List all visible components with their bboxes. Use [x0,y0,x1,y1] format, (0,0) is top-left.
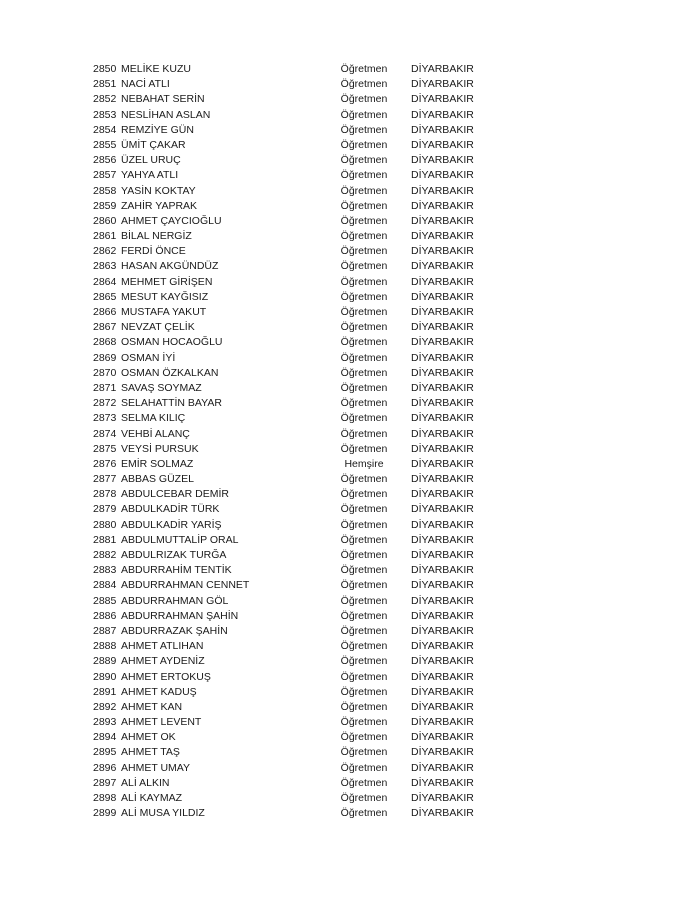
person-name: ÜMİT ÇAKAR [121,138,186,151]
occupation: Öğretmen [340,184,388,197]
row-number: 2880 [93,518,117,531]
city: DİYARBAKIR [411,776,474,789]
person-name: ABDULKADİR TÜRK [121,503,220,516]
person-name: VEYSİ PURSUK [121,442,199,455]
city: DİYARBAKIR [411,184,474,197]
person-name: ABDULRIZAK TURĞA [121,549,227,561]
person-name: SELAHATTİN BAYAR [121,397,222,410]
occupation: Öğretmen [340,442,388,455]
row-number: 2862 [93,245,117,258]
list-row [93,381,493,396]
list-row [93,654,493,669]
city: DİYARBAKIR [411,457,474,470]
row-number: 2857 [93,169,117,182]
city: DİYARBAKIR [411,321,474,334]
row-number: 2852 [93,93,117,106]
occupation: Öğretmen [340,169,388,182]
occupation: Öğretmen [340,685,388,698]
occupation: Öğretmen [340,776,388,789]
city: DİYARBAKIR [411,807,474,820]
city: DİYARBAKIR [411,138,474,151]
city: DİYARBAKIR [411,123,474,136]
row-number: 2890 [93,670,117,683]
person-name: ABDURRAHMAN GÖL [121,594,229,607]
city: DİYARBAKIR [411,442,474,455]
occupation: Öğretmen [340,290,388,303]
list-row [93,184,493,199]
city: DİYARBAKIR [411,199,474,212]
occupation: Öğretmen [340,230,388,243]
personnel-list [93,62,493,821]
list-row [93,335,493,350]
city: DİYARBAKIR [411,169,474,182]
list-row [93,92,493,107]
city: DİYARBAKIR [411,397,474,410]
city: DİYARBAKIR [411,731,474,744]
occupation: Öğretmen [340,427,388,440]
list-row [93,168,493,183]
person-name: ABDURRAHİM TENTİK [121,564,232,577]
row-number: 2891 [93,685,117,698]
occupation: Öğretmen [340,63,388,75]
list-row [93,730,493,745]
city: DİYARBAKIR [411,245,474,258]
occupation: Öğretmen [340,275,388,288]
person-name: MUSTAFA YAKUT [121,306,207,318]
occupation: Öğretmen [340,260,388,273]
city: DİYARBAKIR [411,381,474,394]
person-name: OSMAN İYİ [121,351,176,364]
occupation: Öğretmen [340,792,388,804]
row-number: 2858 [93,184,117,197]
occupation: Öğretmen [340,624,388,637]
person-name: ABDULMUTTALİP ORAL [121,533,239,546]
person-name: ZAHİR YAPRAK [121,199,198,212]
occupation: Öğretmen [340,564,388,577]
list-row [93,685,493,700]
city: DİYARBAKIR [411,624,474,637]
person-name: BİLAL NERGİZ [121,230,192,243]
list-row [93,320,493,335]
city: DİYARBAKIR [411,792,474,804]
city: DİYARBAKIR [411,700,474,713]
list-row [93,396,493,411]
row-number: 2885 [93,594,117,607]
row-number: 2888 [93,640,117,653]
row-number: 2855 [93,138,117,151]
city: DİYARBAKIR [411,93,474,106]
person-name: ABDULKADİR YARİŞ [121,518,222,531]
row-number: 2883 [93,564,117,577]
list-row [93,290,493,305]
city: DİYARBAKIR [411,427,474,440]
row-number: 2894 [93,731,117,744]
occupation: Öğretmen [340,700,388,713]
person-name: NEBAHAT SERİN [121,93,205,106]
row-number: 2861 [93,230,117,243]
occupation: Öğretmen [340,351,388,364]
occupation: Öğretmen [340,609,388,622]
occupation: Öğretmen [340,138,388,151]
list-row [93,244,493,259]
row-number: 2859 [93,199,117,212]
city: DİYARBAKIR [411,63,474,75]
person-name: MEHMET GİRİŞEN [121,275,213,288]
city: DİYARBAKIR [411,579,474,592]
list-row [93,609,493,624]
list-row [93,214,493,229]
person-name: HASAN AKGÜNDÜZ [121,260,219,273]
city: DİYARBAKIR [411,412,474,425]
row-number: 2856 [93,154,117,167]
city: DİYARBAKIR [411,564,474,577]
row-number: 2850 [93,63,117,75]
occupation: Öğretmen [340,503,388,516]
occupation: Öğretmen [340,761,388,774]
row-number: 2868 [93,336,117,349]
occupation: Öğretmen [340,336,388,349]
city: DİYARBAKIR [411,655,474,668]
occupation: Öğretmen [340,154,388,167]
occupation: Öğretmen [340,123,388,136]
row-number: 2853 [93,108,117,121]
occupation: Öğretmen [340,716,388,729]
row-number: 2898 [93,792,117,804]
row-number: 2870 [93,366,117,379]
row-number: 2884 [93,579,117,592]
city: DİYARBAKIR [411,594,474,607]
row-number: 2889 [93,655,117,668]
city: DİYARBAKIR [411,533,474,546]
list-row [93,457,493,472]
row-number: 2854 [93,123,117,136]
list-row [93,700,493,715]
list-row [93,259,493,274]
list-row [93,305,493,320]
person-name: ABDULCEBAR DEMİR [121,488,229,501]
person-name: YASİN KOKTAY [121,184,196,197]
occupation: Öğretmen [340,366,388,379]
list-row [93,761,493,776]
list-row [93,502,493,517]
row-number: 2863 [93,260,117,273]
occupation: Öğretmen [340,488,388,501]
row-number: 2887 [93,624,117,637]
list-row [93,442,493,457]
list-row [93,548,493,563]
person-name: MELİKE KUZU [121,63,192,75]
row-number: 2865 [93,290,117,303]
row-number: 2882 [93,549,117,561]
city: DİYARBAKIR [411,336,474,349]
city: DİYARBAKIR [411,761,474,774]
list-row [93,153,493,168]
city: DİYARBAKIR [411,473,474,486]
person-name: AHMET AYDENİZ [121,655,205,668]
city: DİYARBAKIR [411,488,474,501]
list-row [93,472,493,487]
row-number: 2864 [93,275,117,288]
city: DİYARBAKIR [411,290,474,303]
person-name: AHMET ÇAYCIOĞLU [121,214,222,227]
city: DİYARBAKIR [411,746,474,759]
occupation: Öğretmen [340,731,388,744]
list-row [93,624,493,639]
list-row [93,806,493,821]
occupation: Öğretmen [340,199,388,212]
person-name: ÜZEL URUÇ [121,154,181,167]
person-name: AHMET ATLIHAN [121,640,204,653]
occupation: Öğretmen [340,397,388,410]
person-name: REMZİYE GÜN [121,123,194,136]
row-number: 2879 [93,503,117,516]
list-row [93,199,493,214]
row-number: 2878 [93,488,117,501]
row-number: 2869 [93,351,117,364]
list-row [93,351,493,366]
city: DİYARBAKIR [411,503,474,516]
list-row [93,745,493,760]
occupation: Öğretmen [340,549,388,561]
person-name: ALİ KAYMAZ [121,792,183,804]
occupation: Öğretmen [340,321,388,334]
occupation: Öğretmen [340,214,388,227]
row-number: 2866 [93,306,117,318]
list-row [93,776,493,791]
occupation: Öğretmen [340,245,388,258]
list-row [93,62,493,77]
list-row [93,487,493,502]
list-row [93,138,493,153]
list-row [93,578,493,593]
row-number: 2892 [93,700,117,713]
person-name: ABDURRAHMAN CENNET [121,579,250,592]
occupation: Öğretmen [340,381,388,394]
row-number: 2893 [93,716,117,729]
person-name: AHMET KAN [121,700,183,713]
city: DİYARBAKIR [411,108,474,121]
person-name: AHMET OK [121,731,176,744]
occupation: Öğretmen [340,746,388,759]
row-number: 2895 [93,746,117,759]
list-row [93,563,493,578]
list-row [93,670,493,685]
list-row [93,791,493,806]
row-number: 2873 [93,412,117,425]
city: DİYARBAKIR [411,230,474,243]
city: DİYARBAKIR [411,518,474,531]
occupation: Öğretmen [340,807,388,820]
person-name: AHMET UMAY [121,761,191,774]
occupation: Öğretmen [340,533,388,546]
person-name: AHMET TAŞ [121,746,180,759]
occupation: Öğretmen [340,594,388,607]
list-row [93,411,493,426]
city: DİYARBAKIR [411,260,474,273]
city: DİYARBAKIR [411,716,474,729]
city: DİYARBAKIR [411,78,474,91]
person-name: ALİ ALKIN [121,776,170,789]
city: DİYARBAKIR [411,549,474,561]
occupation: Öğretmen [340,579,388,592]
list-row [93,108,493,123]
person-name: SAVAŞ SOYMAZ [121,381,202,394]
city: DİYARBAKIR [411,366,474,379]
row-number: 2876 [93,457,117,470]
city: DİYARBAKIR [411,214,474,227]
occupation: Öğretmen [340,412,388,425]
city: DİYARBAKIR [411,640,474,653]
person-name: EMİR SOLMAZ [121,457,194,470]
row-number: 2886 [93,609,117,622]
list-row [93,594,493,609]
list-row [93,366,493,381]
person-name: VEHBİ ALANÇ [121,427,190,440]
person-name: ABBAS GÜZEL [121,473,194,486]
occupation: Öğretmen [340,93,388,106]
person-name: ABDURRAZAK ŞAHİN [121,624,228,637]
occupation: Öğretmen [340,306,388,318]
occupation: Öğretmen [340,473,388,486]
occupation: Öğretmen [340,78,388,91]
occupation: Öğretmen [340,518,388,531]
person-name: ALİ MUSA YILDIZ [121,807,205,820]
person-name: AHMET LEVENT [121,716,202,729]
person-name: NEVZAT ÇELİK [121,321,195,334]
row-number: 2871 [93,381,117,394]
list-row [93,639,493,654]
row-number: 2860 [93,214,117,227]
row-number: 2874 [93,427,117,440]
row-number: 2872 [93,397,117,410]
city: DİYARBAKIR [411,351,474,364]
row-number: 2897 [93,776,117,789]
row-number: 2881 [93,533,117,546]
list-row [93,229,493,244]
list-row [93,427,493,442]
row-number: 2896 [93,761,117,774]
occupation: Hemşire [344,457,384,470]
city: DİYARBAKIR [411,154,474,167]
occupation: Öğretmen [340,670,388,683]
person-name: NESLİHAN ASLAN [121,108,211,121]
list-row [93,275,493,290]
list-row [93,77,493,92]
person-name: AHMET KADUŞ [121,685,197,698]
person-name: AHMET ERTOKUŞ [121,670,211,683]
row-number: 2877 [93,473,117,486]
list-row [93,533,493,548]
person-name: YAHYA ATLI [121,169,179,182]
person-name: NACİ ATLI [121,78,170,91]
list-row [93,715,493,730]
person-name: MESUT KAYĞISIZ [121,290,209,303]
row-number: 2867 [93,321,117,334]
row-number: 2875 [93,442,117,455]
list-row [93,123,493,138]
city: DİYARBAKIR [411,275,474,288]
occupation: Öğretmen [340,640,388,653]
occupation: Öğretmen [340,655,388,668]
person-name: FERDİ ÖNCE [121,245,186,258]
person-name: OSMAN ÖZKALKAN [121,366,219,379]
city: DİYARBAKIR [411,670,474,683]
person-name: SELMA KILIÇ [121,412,186,425]
list-row [93,518,493,533]
occupation: Öğretmen [340,108,388,121]
person-name: OSMAN HOCAOĞLU [121,336,223,349]
city: DİYARBAKIR [411,306,474,318]
city: DİYARBAKIR [411,685,474,698]
row-number: 2851 [93,78,117,91]
row-number: 2899 [93,807,117,820]
person-name: ABDURRAHMAN ŞAHİN [121,609,239,622]
city: DİYARBAKIR [411,609,474,622]
